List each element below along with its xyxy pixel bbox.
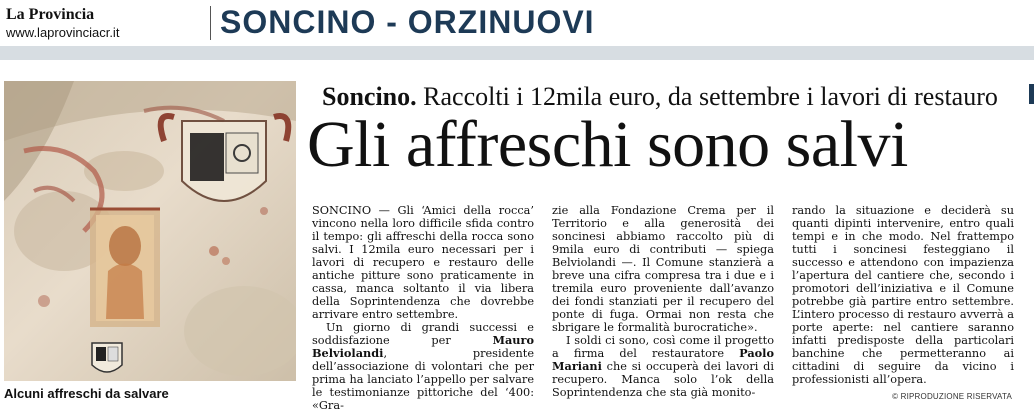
fresco-photo [4,81,296,381]
paragraph-text: , presidente dell’associazione di volontari che per prima ha lanciato l’appello per salvare le testimonianze pittoriche del ‘400: «Gra- [312,347,534,412]
paragraph-text: I soldi ci sono, così come il progetto a firma del restauratore [552,334,774,360]
section-title: SONCINO - ORZINUOVI [220,4,595,40]
newspaper-name: La Provincia [6,6,95,23]
paragraph: rando la situazione e deciderà su quanti dipinti intervenire, entro quali tempi e in che modo. Nel frattempo tutti i soncinesi festeggiano il successo e attendono con impazienza l’apertura del cantiere che, secondo i promotori dell’iniziativa e il Comune potrebbe già partire entro settembre. L’intero processo di restauro avverrà a porte aperte: nel cantiere saranno infatti predisposte della particolari banchine che permetteranno ai cittadini di seguire da vicino i professionisti all’opera. [792,204,1014,386]
paragraph [312,321,534,412]
newspaper-website: www.laprovinciacr.it [6,25,120,40]
copyright-notice: © RIPRODUZIONE RISERVATA [892,392,1012,401]
person-name: Paolo Mariani [552,346,774,373]
article-column-2 [552,204,774,399]
person-name: Mauro Belviolandi [312,333,534,360]
page-edge-mark [1029,84,1034,104]
article-headline: Gli affreschi sono salvi [307,108,908,181]
kicker-text: Raccolti i 12mila euro, da settembre i lavori di restauro [416,82,998,111]
paragraph-text: Un giorno di grandi successi e soddisfazione per [312,321,534,347]
paragraph: zie alla Fondazione Crema per il Territorio e alla generosità dei soncinesi abbiamo raccolto più di 9mila euro di contributi — spiega Belviolandi —. Il Comune stanzierà a breve una cifra compresa tra i due e i tremila euro proveniente dall’avanzo dei fondi stanziati per il recupero del ponte di fuga. Ormai non resta che sbrigare le formalità burocratiche». [552,204,774,334]
header-divider [210,6,211,40]
article-column-3 [792,204,1014,386]
paragraph [552,334,774,399]
header-rule [0,46,1034,60]
paragraph: SONCINO — Gli ‘Amici della rocca’ vincono nella loro difficile sfida contro il tempo: gli affreschi della rocca sono salvi. I 12mila euro necessari per i lavori di recupero e restauro delle antiche pitture sono praticamente in cassa, manca soltanto il via libera della Soprintendenza che dovrebbe arrivare entro settembre. [312,204,534,321]
fresco-image [4,81,296,381]
masthead-brand [6,6,206,41]
article-column-1 [312,204,534,412]
paragraph-text: che si occuperà dei lavori di recupero. Manca solo l’ok della Soprintendenza che sta già monito- [552,360,774,399]
kicker-location: Soncino. [322,82,417,111]
article-body [312,204,1016,412]
photo-caption: Alcuni affreschi da salvare [4,386,169,401]
